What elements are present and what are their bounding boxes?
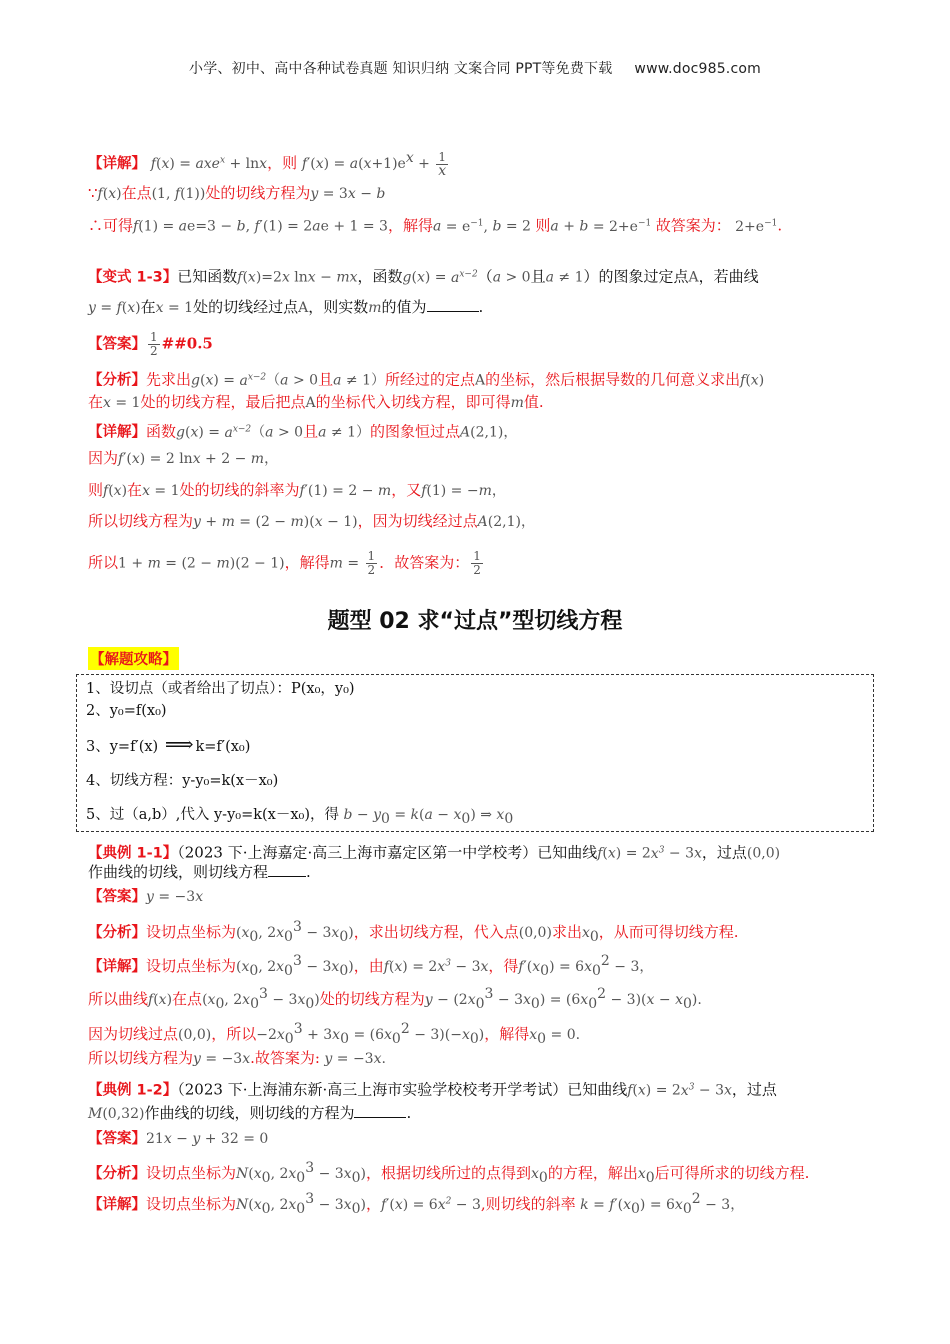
example2-tag: 【典例 1-2】 xyxy=(88,1082,178,1099)
example2-question-1: 【典例 1-2】（2023 下·上海浦东新·高三上海市实验学校校考开学考试）已知曲线$f(x) = 2x^3 - 3x$，过点 xyxy=(88,1080,777,1099)
example1-analysis: 【分析】设切点坐标为($x_0$, $2x_0^3 - 3x_0$)，求出切线方程，代入点(0,0)求出$x_0$，从而可得切线方程. xyxy=(88,919,739,945)
header-text: 小学、初中、高中各种试卷真题 知识归纳 文案合同 PPT等免费下载 xyxy=(189,61,613,77)
strategy-step-4: 4、切线方程：y-y₀=k(x－x₀) xyxy=(86,773,279,789)
detail-line-1: 【详解】 f(x) = axe$^x$ + lnx，则 $f'(x) = a(x+1)e^x$ + $\frac{1}{x}$ xyxy=(88,149,447,179)
example1-detail-4: 所以切线方程为y = −3x.故答案为: y = −3x. xyxy=(88,1049,386,1067)
variant-detail-1: 【详解】函数$g(x) = a^{x-2}(a > 0$且a ≠ 1）的图象恒过点A(2,1)， xyxy=(88,422,518,441)
strategy-step-3: 3、y=f′(x) ⟹ k=f′(x₀) xyxy=(86,732,251,756)
answer-tag: 【答案】 xyxy=(88,336,146,353)
example1-question-2: 作曲线的切线，则切线方程 . xyxy=(88,863,311,881)
variant-detail-2: 因为f′(x) = 2 lnx + 2 − m， xyxy=(88,449,279,467)
section-title: 题型 02 求“过点”型切线方程 xyxy=(327,609,623,634)
detail-tag: 【详解】 xyxy=(88,156,146,172)
variant-question-2: y = f(x)在x = 1处的切线经过点A，则实数m的值为 . xyxy=(88,298,484,316)
variant-question-1: 【变式 1-3】已知函数f(x)=2x lnx − mx，函数$g(x) = a^{x-2}(a > 0$且a ≠ 1）的图象过定点A，若曲线 xyxy=(88,267,759,286)
detail-line-2: ∵f(x)在点(1, f(1))处的切线方程为y = 3x − b xyxy=(88,184,386,202)
example1-detail-2: 所以曲线f(x)在点($x_0$, $2x_0^3 - 3x_0$)处的切线方程为$y - (2x_0^3 - 3x_0) = (6x_0^2 - 3)(x - x_0)$. xyxy=(88,986,702,1012)
header-url[interactable]: www.doc985.com xyxy=(634,61,761,77)
example2-answer: 【答案】21x − y + 32 = 0 xyxy=(88,1131,269,1147)
variant-detail-4: 所以切线方程为y + m = (2 − m)(x − 1)，因为切线经过点A(2,1)， xyxy=(88,512,535,530)
example1-detail-1: 【详解】设切点坐标为($x_0$, $2x_0^3 - 3x_0$)，由$f(x) = 2x^3 - 3x$，得$f'(x_0) = 6x_0^2 - 3$， xyxy=(88,953,654,979)
example2-detail-1: 【详解】设切点坐标为$N(x_0$, $2x_0^3 - 3x_0$)，$f'(x) = 6x^2 - 3$,则切线的斜率 $k = f'(x_0) = 6x_0^2 - 3$， xyxy=(88,1191,745,1217)
answer-blank xyxy=(268,862,306,877)
answer-blank xyxy=(354,1103,406,1118)
example1-tag: 【典例 1-1】 xyxy=(88,845,178,862)
variant-detail-5: 所以1 + m = (2 − m)(2 − 1)，解得m = $\frac{1}{2}$ ．故答案为： $\frac{1}{2}$ xyxy=(88,549,481,577)
variant-analysis-2: 在x = 1处的切线方程，最后把点A的坐标代入切线方程，即可得m值. xyxy=(88,393,544,411)
variant-analysis-1: 【分析】先求出$g(x) = a^{x-2}(a > 0$且a ≠ 1）所经过的定点A的坐标，然后根据导数的几何意义求出f(x) xyxy=(88,370,765,389)
example2-question-2: M(0,32)作曲线的切线，则切线的方程为 . xyxy=(88,1104,412,1122)
page-header xyxy=(0,58,950,78)
detail-line-3: ∴可得f(1) = ae=3 − b, f′(1) = 2ae + 1 = 3，解得$a = e^{-1}$, b = 2 则$a + b = 2+e^{-1}$ 故答案为： $2+e^{-1}$. xyxy=(88,216,783,235)
example1-detail-3: 因为切线过点(0,0)，所以$-2x_0^3 + 3x_0 = (6x_0^2 - 3)(-x_0)$，解得$x_0 = 0$. xyxy=(88,1021,581,1047)
implies-arrow-icon: ⟹ xyxy=(164,732,194,756)
example1-answer: 【答案】y = −3x xyxy=(88,889,204,905)
strategy-step-5: 5、过（a,b）,代入 y-y₀=k(x－x₀)，得 $b - y_0 = k(a - x_0)$ ⇒ $x_0$ xyxy=(86,807,514,827)
variant-tag: 【变式 1-3】 xyxy=(88,269,178,286)
analysis-tag: 【分析】 xyxy=(88,372,146,389)
answer-blank xyxy=(427,297,479,312)
variant-detail-3: 则f(x)在x = 1处的切线的斜率为f′(1) = 2 − m，又f(1) = −m， xyxy=(88,481,506,499)
variant-answer: 【答案】 $\frac{1}{2}$ ##0.5 xyxy=(88,330,213,358)
strategy-step-2: 2、y₀=f(x₀) xyxy=(86,703,167,719)
strategy-step-1: 1、设切点（或者给出了切点）：P(x₀，y₀) xyxy=(86,681,355,697)
example2-analysis: 【分析】设切点坐标为$N(x_0$, $2x_0^3 - 3x_0$)，根据切线所过的点得到$x_0$的方程，解出$x_0$后可得所求的切线方程. xyxy=(88,1160,810,1186)
example1-question-1: 【典例 1-1】（2023 下·上海嘉定·高三上海市嘉定区第一中学校考）已知曲线$f(x) = 2x^3 - 3x$，过点(0,0) xyxy=(88,843,781,862)
strategy-badge: 【解题攻略】 xyxy=(88,647,179,670)
